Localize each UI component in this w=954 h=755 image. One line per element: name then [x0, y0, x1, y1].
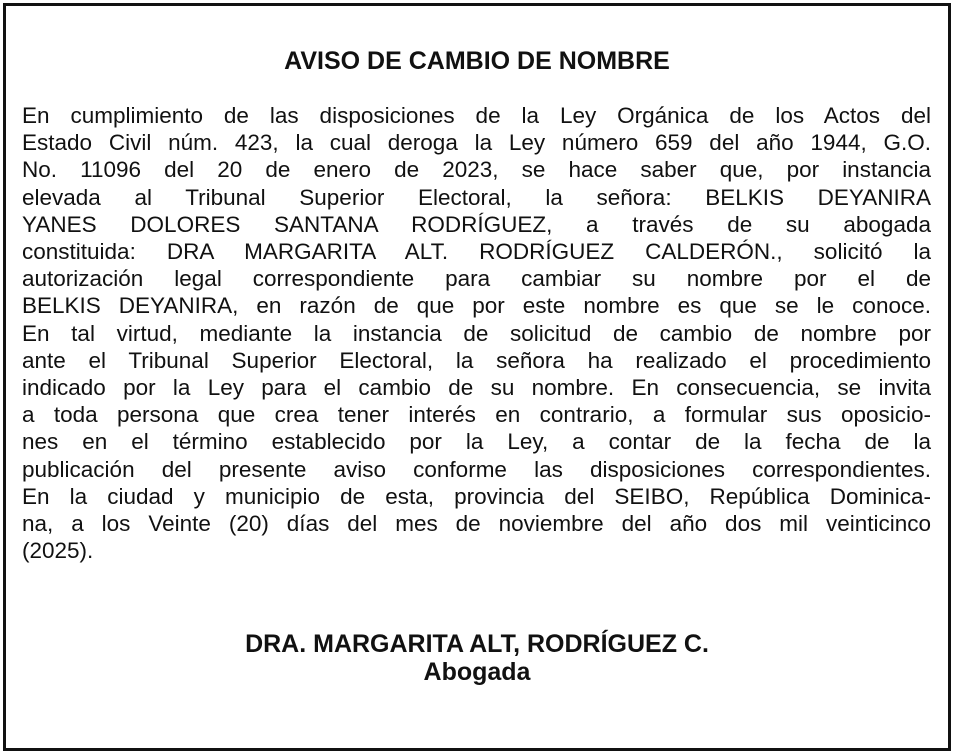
body-line: En la ciudad y municipio de esta, provincia del SEIBO, República Dominica- — [22, 483, 931, 509]
body-line: No. 11096 del 20 de enero de 2023, se hace saber que, por instancia — [22, 157, 931, 183]
body-line: constituida: DRA MARGARITA ALT. RODRÍGUEZ CALDERÓN., solicitó la — [22, 239, 931, 265]
legal-notice — [3, 3, 951, 751]
body-line: Estado Civil núm. 423, la cual deroga la Ley número 659 del año 1944, G.O. — [22, 130, 931, 156]
body-line: nes en el término establecido por la Ley, a contar de la fecha de la — [22, 429, 931, 455]
body-line: En tal virtud, mediante la instancia de solicitud de cambio de nombre por — [22, 320, 931, 346]
body-line: na, a los Veinte (20) días del mes de noviembre del año dos mil veinticinco — [22, 511, 931, 537]
body-line: indicado por la Ley para el cambio de su nombre. En consecuencia, se invita — [22, 375, 931, 401]
notice-title: AVISO DE CAMBIO DE NOMBRE — [284, 47, 670, 75]
body-line: En cumplimiento de las disposiciones de la Ley Orgánica de los Actos del — [22, 103, 931, 128]
body-line: elevada al Tribunal Superior Electoral, la señora: BELKIS DEYANIRA — [22, 184, 931, 210]
body-line: ante el Tribunal Superior Electoral, la señora ha realizado el procedimiento — [22, 347, 931, 373]
body-line: (2025). — [22, 538, 94, 564]
body-line: publicación del presente aviso conforme las disposiciones correspondientes. — [22, 456, 931, 482]
notice-body — [22, 102, 931, 564]
signature-name: DRA. MARGARITA ALT, RODRÍGUEZ C. — [245, 630, 709, 658]
body-line: YANES DOLORES SANTANA RODRÍGUEZ, a través de su abogada — [22, 211, 931, 237]
signature-block — [6, 630, 948, 686]
signature-role: Abogada — [423, 658, 531, 686]
body-line: autorización legal correspondiente para cambiar su nombre por el de — [22, 266, 931, 292]
body-line: BELKIS DEYANIRA, en razón de que por este nombre es que se le conoce. — [22, 293, 931, 319]
body-line: a toda persona que crea tener interés en contrario, a formular sus oposicio- — [22, 402, 931, 428]
